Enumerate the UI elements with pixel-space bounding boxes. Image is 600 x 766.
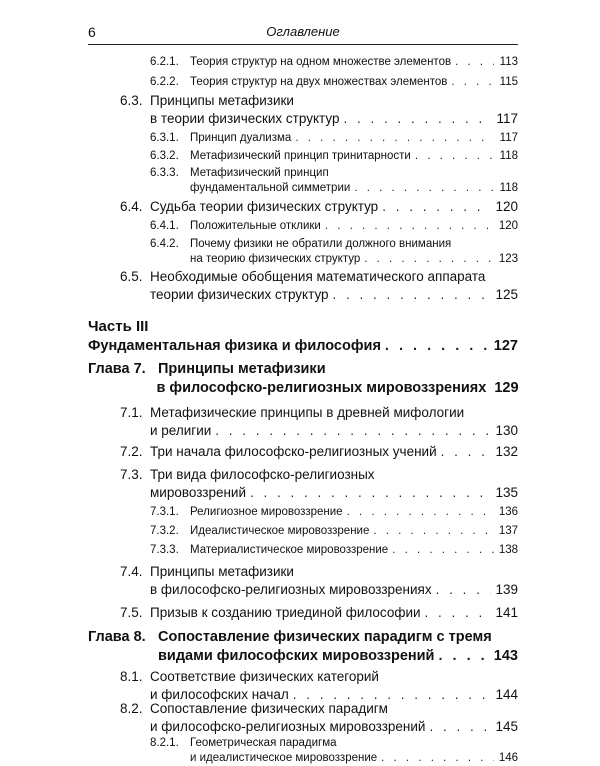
toc-title: Соответствие физических категорий	[150, 669, 379, 684]
toc-page: 137	[498, 525, 518, 537]
dot-leader	[451, 75, 494, 90]
toc-title: Метафизические принципы в древней мифологии	[150, 405, 465, 420]
toc-entry-7-4[interactable]	[120, 563, 518, 599]
toc-title: Религиозное мировоззрение	[190, 506, 343, 518]
toc-entry-8-1[interactable]	[120, 668, 518, 704]
toc-page: 120	[495, 199, 518, 214]
toc-title: Теория структур на двух множествах элементов	[190, 76, 448, 88]
chapter-number: Глава 7.	[88, 361, 146, 377]
chapter-number: Глава 8.	[88, 629, 146, 645]
dot-leader	[429, 718, 491, 736]
dot-leader	[347, 505, 494, 520]
running-header	[88, 22, 518, 45]
dot-leader	[215, 422, 491, 440]
toc-entry-6-3-2[interactable]	[150, 149, 518, 164]
toc-page: 130	[495, 423, 518, 438]
dot-leader	[373, 524, 494, 539]
toc-chapter-7[interactable]	[88, 360, 518, 398]
toc-page: 132	[495, 444, 518, 459]
toc-entry-6-4-1[interactable]	[150, 219, 518, 234]
toc-title: Сопоставление физических парадигм	[150, 701, 388, 716]
toc-title-cont: на теорию физических структур	[190, 253, 361, 265]
running-title: Оглавление	[266, 24, 340, 39]
toc-title: Принципы метафизики	[150, 564, 294, 579]
toc-number: 6.4.1.	[150, 220, 179, 232]
toc-title: Принципы метафизики	[150, 93, 294, 108]
toc-title-cont: мировоззрений	[150, 485, 246, 500]
toc-title: Судьба теории физических структур	[150, 199, 379, 214]
dot-leader	[364, 252, 494, 267]
dot-leader	[354, 181, 494, 196]
toc-title-cont: и философско-религиозных мировоззрений	[150, 719, 426, 734]
toc-page: 139	[495, 582, 518, 597]
dot-leader	[250, 484, 491, 502]
toc-page: 115	[499, 76, 518, 88]
toc-number: 8.2.1.	[150, 737, 179, 749]
toc-entry-6-4[interactable]	[120, 198, 518, 216]
toc-page: 143	[493, 648, 518, 664]
toc-title: Метафизический принцип тринитарности	[190, 150, 411, 162]
page-number: 6	[88, 24, 96, 40]
toc-number: 7.1.	[120, 405, 143, 420]
toc-number: 8.2.	[120, 701, 143, 716]
dot-leader	[415, 149, 494, 164]
dot-leader	[385, 337, 490, 356]
toc-title: Три начала философско-религиозных учений	[150, 444, 437, 459]
toc-entry-6-2-1[interactable]	[150, 55, 518, 70]
toc-title-cont: и философских начал	[150, 687, 289, 702]
toc-number: 6.4.	[120, 199, 143, 214]
toc-title-cont: фундаментальной симметрии	[190, 182, 351, 194]
toc-page: 144	[495, 687, 518, 702]
toc-page: 113	[499, 56, 518, 68]
dot-leader	[325, 219, 494, 234]
toc-title: Почему физики не обратили должного внимания	[190, 238, 452, 250]
dot-leader	[343, 110, 492, 128]
toc-entry-6-3[interactable]	[120, 92, 518, 128]
toc-page: 127	[493, 338, 518, 354]
toc-entry-6-5[interactable]	[120, 268, 518, 304]
toc-entry-7-2[interactable]	[120, 443, 518, 461]
dot-leader	[381, 751, 494, 766]
toc-title: Геометрическая парадигма	[190, 737, 337, 749]
dot-leader	[441, 443, 492, 461]
toc-page: 117	[496, 111, 518, 126]
toc-page: 141	[495, 605, 518, 620]
dot-leader	[333, 286, 492, 304]
toc-title: Необходимые обобщения математического аппарата	[150, 269, 486, 284]
toc-number: 8.1.	[120, 669, 143, 684]
toc-title-cont: теории физических структур	[150, 287, 329, 302]
toc-page: 118	[499, 150, 518, 162]
toc-chapter-8[interactable]	[88, 628, 518, 666]
toc-number: 6.4.2.	[150, 238, 179, 250]
toc-number: 6.3.2.	[150, 150, 179, 162]
toc-title-cont: в философско-религиозных мировоззрениях	[150, 582, 432, 597]
toc-title: Метафизический принцип	[190, 167, 329, 179]
chapter-title-cont: в философско-религиозных мировоззрениях	[156, 380, 487, 396]
chapter-title: Сопоставление физических парадигм с тремя	[158, 629, 492, 645]
toc-page: 145	[495, 719, 518, 734]
toc-number: 7.3.1.	[150, 506, 179, 518]
dot-leader	[438, 647, 489, 666]
toc-entry-7-3[interactable]	[120, 466, 518, 502]
toc-title-cont: в теории физических структур	[150, 111, 340, 126]
toc-page: 125	[495, 287, 518, 302]
toc-entry-6-3-3[interactable]	[150, 166, 518, 196]
toc-entry-7-1[interactable]	[120, 404, 518, 440]
part-title: Фундаментальная физика и философия	[88, 338, 381, 354]
toc-entry-7-5[interactable]	[120, 604, 518, 622]
toc-part-3[interactable]	[88, 337, 518, 356]
toc-page: 117	[499, 132, 518, 144]
toc-number: 6.3.3.	[150, 167, 179, 179]
toc-entry-6-2-2[interactable]	[150, 75, 518, 90]
toc-page: 136	[498, 506, 518, 518]
toc-page: 118	[499, 182, 518, 194]
toc-number: 6.2.2.	[150, 76, 179, 88]
toc-page: 123	[498, 253, 518, 265]
chapter-title: Принципы метафизики	[158, 361, 326, 377]
toc-title: Материалистическое мировоззрение	[190, 544, 389, 556]
dot-leader	[425, 604, 492, 622]
toc-entry-6-3-1[interactable]	[150, 131, 518, 146]
dot-leader	[382, 198, 491, 216]
toc-number: 7.3.2.	[150, 525, 179, 537]
toc-number: 7.3.	[120, 467, 143, 482]
toc-title: Три вида философско-религиозных	[150, 467, 375, 482]
toc-title: Положительные отклики	[190, 220, 321, 232]
toc-title: Призыв к созданию триединой философии	[150, 605, 421, 620]
toc-number: 6.3.	[120, 93, 143, 108]
dot-leader	[295, 131, 494, 146]
toc-title-cont: и религии	[150, 423, 212, 438]
toc-page: 138	[498, 544, 518, 556]
toc-entry-7-3-2[interactable]	[150, 524, 518, 539]
dot-leader	[392, 543, 494, 558]
toc-entry-8-2[interactable]	[120, 700, 518, 736]
toc-page: 135	[495, 485, 518, 500]
toc-title-cont: и идеалистическое мировоззрение	[190, 752, 378, 764]
toc-page: 120	[498, 220, 518, 232]
toc-title: Теория структур на одном множестве элементов	[190, 56, 452, 68]
toc-number: 6.3.1.	[150, 132, 179, 144]
toc-entry-7-3-3[interactable]	[150, 543, 518, 558]
toc-number: 7.2.	[120, 444, 143, 459]
toc-entry-7-3-1[interactable]	[150, 505, 518, 520]
toc-entry-6-4-2[interactable]	[150, 237, 518, 267]
chapter-title-cont: видами философских мировоззрений	[158, 648, 435, 664]
toc-page: 146	[498, 752, 518, 764]
toc-number: 6.5.	[120, 269, 143, 284]
toc-title: Идеалистическое мировоззрение	[190, 525, 370, 537]
toc-page: 129	[494, 380, 519, 396]
part-label: Часть III	[88, 318, 149, 335]
dot-leader	[455, 55, 494, 70]
toc-number: 7.4.	[120, 564, 143, 579]
toc-number: 7.3.3.	[150, 544, 179, 556]
toc-title: Принцип дуализма	[190, 132, 292, 144]
dot-leader	[436, 581, 492, 599]
toc-number: 6.2.1.	[150, 56, 179, 68]
toc-entry-8-2-1[interactable]	[150, 736, 518, 766]
toc-number: 7.5.	[120, 605, 143, 620]
